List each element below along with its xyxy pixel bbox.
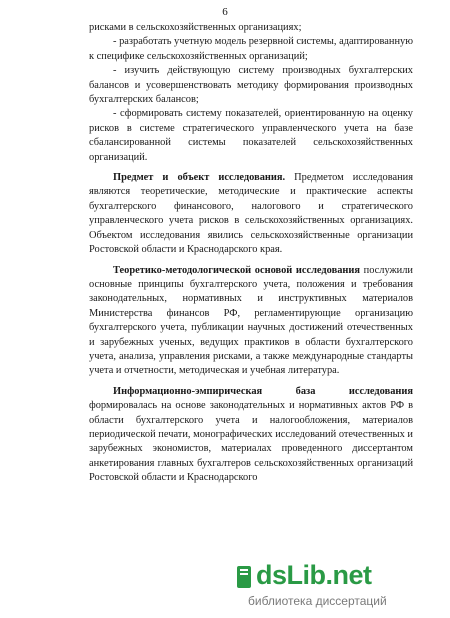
watermark-subtitle: библиотека диссертаций bbox=[248, 594, 387, 608]
paragraph-task-3: - сформировать систему показателей, ориентированную на оценку рисков в системе стратегического управленческого учета на базе сбалансированной системы показателей сельскохозяйственных организаций. bbox=[89, 108, 413, 163]
heading-subject-object: Предмет и объект исследования. bbox=[113, 172, 286, 184]
text-subject-object: Предметом исследования являются теоретические, методические и практические аспекты бухгалтерского финансового, налогового и стратегического управленческого учета рисков в сельскохозяйственных организациях. Объектом исследования явились сельскохозяйственные организации Ростовской области и Краснодарского края. bbox=[89, 172, 414, 256]
document-body bbox=[89, 21, 413, 486]
text-methodology: послужили основные принципы бухгалтерского учета, положения и требования законодательных, нормативных и инструктивных материалов Министерства финансов РФ, регламентирующие организацию бухгалтерского учета, публикации научных достижений отечественных и зарубежных ученых, ведущих практиков в области бухгалтерского учета, анализа, управления рисками, а также международные стандарты учета и отчетности, методическая и учебная литература. bbox=[89, 264, 413, 377]
paragraph-task-2: - изучить действующую систему производных бухгалтерских балансов и усовершенствовать методику формирования производных бухгалтерских балансов; bbox=[89, 65, 413, 106]
paragraph-task-1: - разработать учетную модель резервной системы, адаптированную к специфике сельскохозяйственных организаций; bbox=[89, 36, 413, 62]
page-number: 6 bbox=[222, 6, 228, 18]
paragraph-continuation: рисками в сельскохозяйственных организациях; bbox=[89, 22, 302, 33]
paragraph-subject-object bbox=[89, 171, 413, 257]
paragraph-methodology bbox=[89, 264, 413, 379]
heading-info-base: Информационно-эмпирическая база исследования bbox=[113, 385, 413, 397]
heading-methodology: Теоретико-методологической основой исследования bbox=[113, 264, 360, 276]
watermark-logo bbox=[236, 560, 446, 612]
watermark-title: dsLib.net bbox=[256, 560, 372, 590]
paragraph-info-base bbox=[89, 385, 413, 486]
book-icon bbox=[236, 564, 254, 590]
text-info-base: формировалась на основе законодательных и нормативных актов РФ в области бухгалтерского учета и налогообложения, материалов периодической печати, монографических исследований отечественных и зарубежных экономистов, материалах проведенного диссертантом анкетирования главных бухгалтеров сельскохозяйственных организаций Ростовской области и Краснодарского bbox=[89, 400, 413, 484]
